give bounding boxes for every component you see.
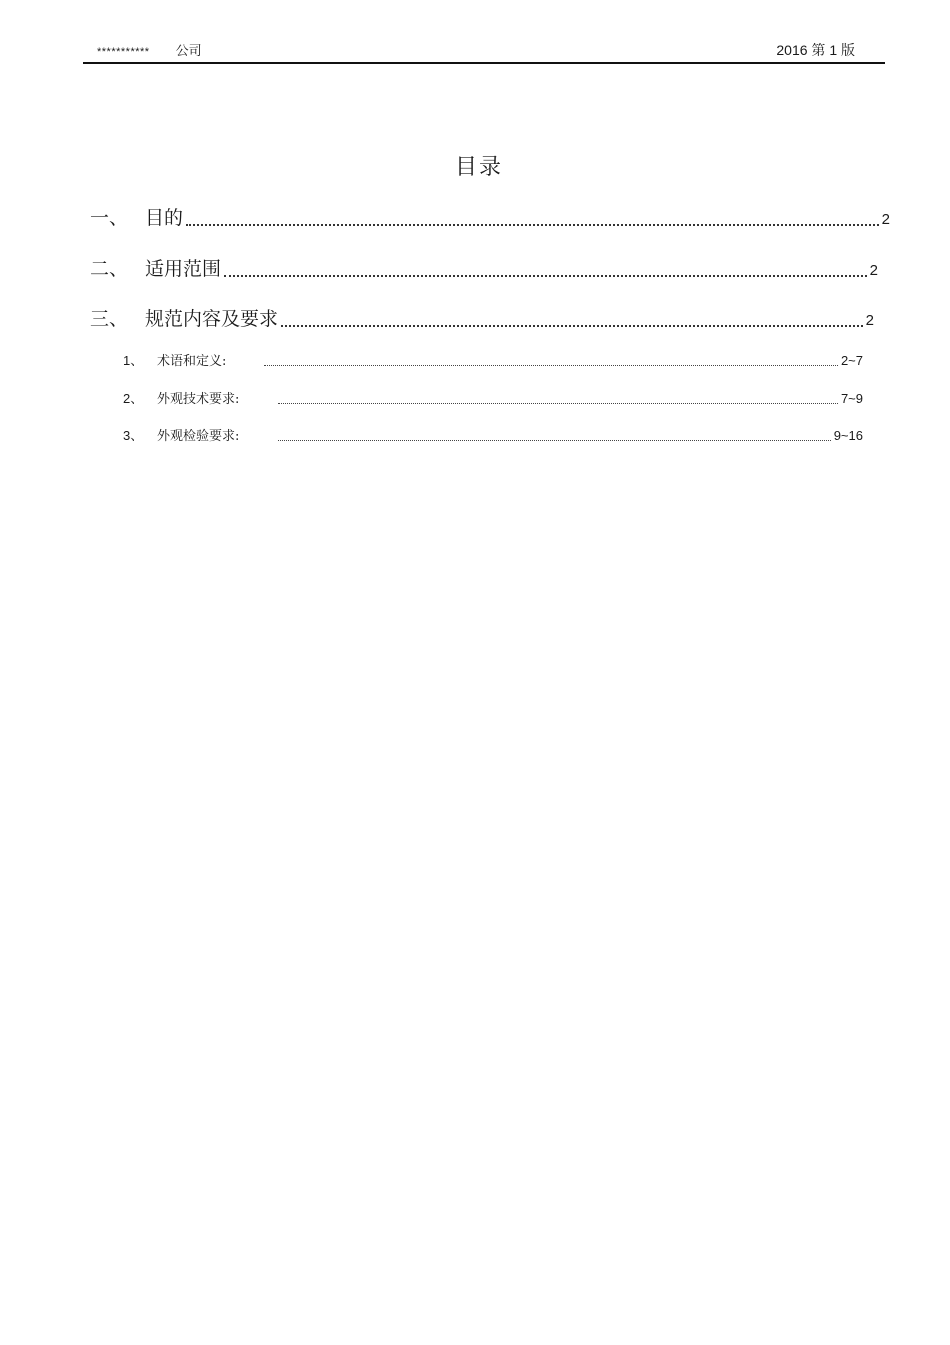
toc-page-number: 2 [869,262,878,279]
toc-section-label: 规范内容及要求 [145,308,279,330]
toc-subsection-appearance-inspect[interactable] [123,425,863,444]
toc-leader-dots [281,325,863,327]
toc-subsection-label: 术语和定义: [157,354,227,369]
toc-subsection-appearance-tech[interactable] [123,388,863,407]
toc-page-range: 7~9 [840,391,863,406]
toc-subsection-number: 3、 [123,428,144,443]
toc-leader-dots [278,403,838,404]
toc-page-range: 9~16 [833,428,863,443]
toc-leader-dots [264,365,838,366]
toc-subsection-number: 2、 [123,391,144,406]
header-rule [83,62,885,64]
toc-subsection-number: 1、 [123,353,144,368]
header-edition: 2016 第 1 版 [776,42,855,58]
toc-section-number: 一、 [90,207,129,229]
page-header [83,36,885,64]
toc-section-label: 目的 [145,207,184,229]
toc-leader-dots [278,440,831,441]
toc-page-range: 2~7 [840,353,863,368]
header-company [97,40,202,59]
toc-section-scope[interactable] [90,254,878,281]
toc-leader-dots [224,275,867,277]
toc-section-purpose[interactable] [90,203,890,230]
toc-section-content[interactable] [90,304,874,331]
toc-leader-dots [186,224,879,226]
company-mask: *********** [97,46,150,58]
toc-subsection-label: 外观检验要求: [157,429,240,444]
toc-subsection-label: 外观技术要求: [157,392,240,407]
toc-section-number: 三、 [90,308,129,330]
company-word: 公司 [175,43,202,58]
toc-section-label: 适用范围 [145,258,222,280]
toc-page-number: 2 [865,312,874,329]
toc-title: 目录 [454,155,503,180]
toc-subsection-terms[interactable] [123,350,863,369]
toc-section-number: 二、 [90,258,129,280]
toc-page-number: 2 [881,211,890,228]
